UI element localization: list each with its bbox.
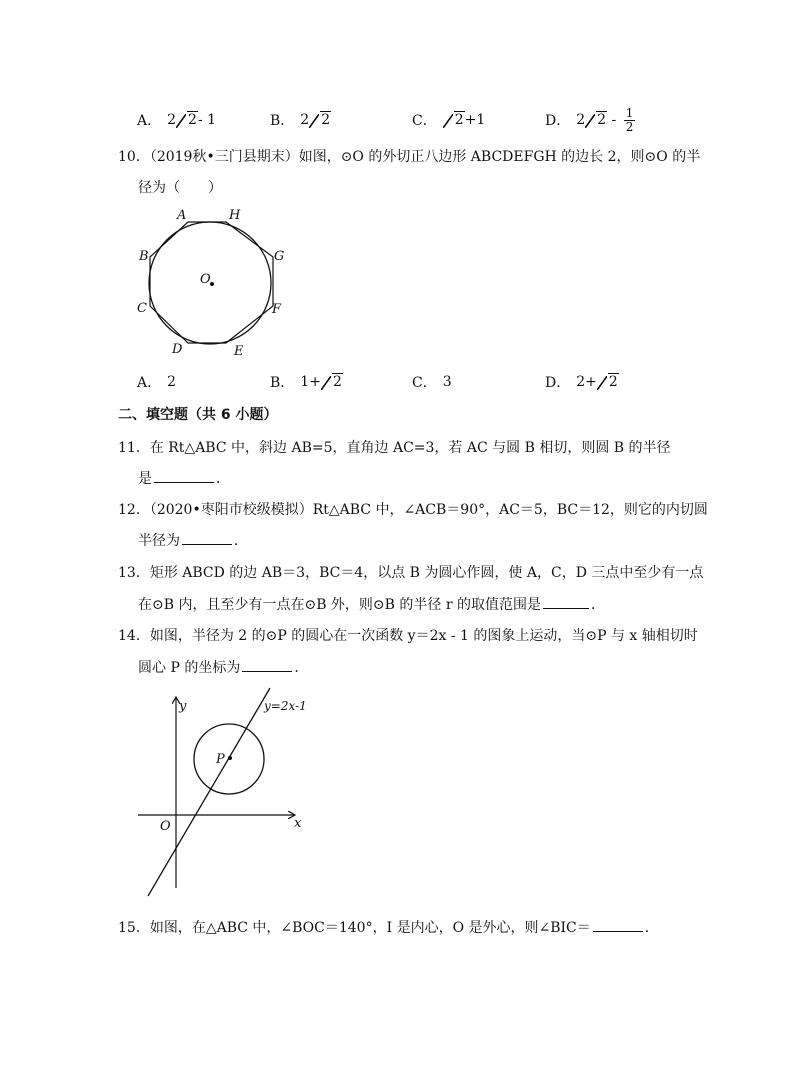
- q14-stem-line1: 14．如图，半径为 2 的⊙P 的圆心在一次函数 y＝2x - 1 的图象上运动，当⊙P 与 x 轴相切时: [118, 628, 698, 644]
- q13-stem-line2: 在⊙B 内，且至少有一点在⊙B 外，则⊙B 的半径 r 的取值范围是 ．: [138, 594, 605, 614]
- answer-blank: [242, 657, 292, 672]
- q10-option-c: C． 3: [412, 374, 452, 391]
- q13-stem-line1: 13．矩形 ABCD 的边 AB＝3，BC＝4，以点 B 为圆心作圆，使 A，C，D 三点中至少有一点: [118, 565, 704, 581]
- label-f: F: [272, 302, 282, 317]
- label-c: C: [137, 301, 147, 316]
- label-b: B: [139, 249, 149, 264]
- q9-option-a: A． 2 2 - 1: [137, 112, 217, 129]
- line-label: y=2x-1: [264, 699, 307, 713]
- q12-stem-line1: 12．（2020•枣阳市校级模拟）Rt△ABC 中，∠ACB＝90°，AC＝5，BC＝12，则它的内切圆: [118, 502, 708, 518]
- sqrt-symbol: 2: [443, 112, 465, 128]
- sqrt-symbol: 2: [309, 112, 331, 128]
- origin-label: O: [160, 819, 171, 834]
- coordinate-figure: [130, 682, 315, 902]
- answer-blank: [182, 530, 232, 545]
- q9-options: [0, 104, 794, 136]
- answer-blank: [593, 917, 643, 932]
- q10-stem-line1: 10．（2019秋•三门县期末）如图，⊙O 的外切正八边形 ABCDEFGH 的边长 2，则⊙O 的半: [118, 149, 701, 165]
- q12-stem-line2: 半径为 ．: [138, 530, 248, 550]
- q11-stem-line1: 11．在 Rt△ABC 中，斜边 AB=5，直角边 AC=3，若 AC 与圆 B 相切，则圆 B 的半径: [118, 440, 671, 456]
- sqrt-symbol: 2: [585, 112, 607, 128]
- x-axis-label: x: [294, 816, 302, 831]
- fraction: $\frac{1}{2}$: [625, 105, 634, 134]
- label-a: A: [177, 208, 187, 223]
- q9-option-c: C． 2 +1: [412, 112, 486, 129]
- function-line: [148, 688, 270, 896]
- q10-option-b: B． 1+ 2: [270, 374, 342, 391]
- label-e: E: [234, 344, 244, 359]
- label-g: G: [274, 249, 285, 264]
- q10-stem-line2: 径为（ ）: [138, 180, 222, 196]
- label-d: D: [172, 342, 183, 357]
- q11-stem-line2: 是 ．: [138, 468, 230, 488]
- label-o: O: [200, 272, 211, 287]
- q9-option-d: D． 2 2 - $\frac{1}{2}$: [545, 105, 634, 134]
- section-title: 二、填空题（共 6 小题）: [118, 407, 278, 423]
- p-label: P: [216, 752, 225, 767]
- point-p: [228, 756, 232, 760]
- q14-stem-line2: 圆心 P 的坐标为 ．: [138, 657, 308, 677]
- octagon-figure: [130, 200, 300, 365]
- label-h: H: [229, 208, 241, 223]
- q10-options: [0, 366, 794, 398]
- q10-option-a: A． 2: [137, 374, 177, 391]
- y-axis-label: y: [179, 699, 187, 714]
- sqrt-symbol: 2: [321, 374, 343, 390]
- q10-option-d: D． 2+ 2: [545, 374, 618, 391]
- answer-blank: [154, 468, 214, 483]
- sqrt-symbol: 2: [597, 374, 619, 390]
- q9-option-b: B． 2 2: [270, 112, 331, 129]
- q15-stem: 15．如图，在△ABC 中，∠BOC＝140°，I 是内心，O 是外心，则∠BIC＝ ．: [118, 917, 659, 937]
- sqrt-symbol: 2: [176, 112, 198, 128]
- answer-blank: [543, 594, 589, 609]
